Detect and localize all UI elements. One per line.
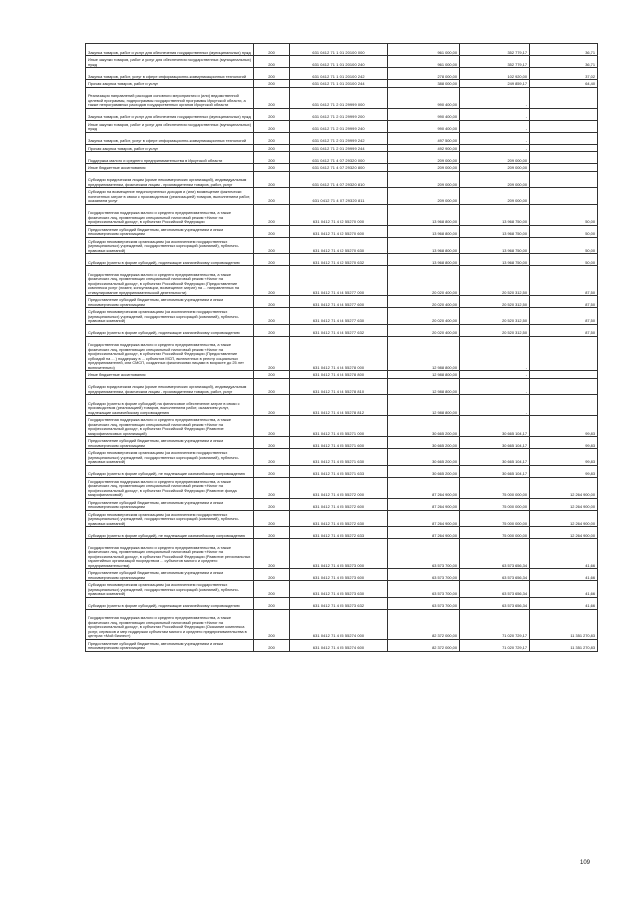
row-approved-amount-cell: 30 665 200,00 xyxy=(388,416,460,437)
row-executed-amount-cell: 209 000,00 xyxy=(460,164,530,172)
row-executed-amount-cell: 352 779,17 xyxy=(460,56,530,68)
row-classification-code-cell: 631 0412 71 4 I5 55272 630 xyxy=(290,510,388,527)
row-classification-code-cell: 631 0412 71 4 I2 55270 630 xyxy=(290,237,388,254)
row-remainder-cell xyxy=(530,395,598,416)
table-row xyxy=(86,87,598,108)
row-approved-amount-cell: 63 573 700,00 xyxy=(388,569,460,581)
row-name-cell: Закупка товаров, работ и услуг для обеспечения государственных (муниципальных) нужд xyxy=(86,108,254,120)
row-name-cell: Субсидии (гранты в форме субсидий), не подлежащие казначейскому сопровождению xyxy=(86,465,254,477)
row-remainder-cell: 12 264 900,00 xyxy=(530,477,598,498)
row-executed-amount-cell: 249 859,17 xyxy=(460,80,530,88)
table-row xyxy=(86,188,598,205)
table-row xyxy=(86,132,598,144)
row-line-code-cell: 200 xyxy=(254,498,290,510)
row-classification-code-cell: 631 0412 71 4 I5 55272 000 xyxy=(290,477,388,498)
row-name-cell: Реализация направлений расходов основного мероприятия и (или) ведомственной целевой программы, подпрограммы государственной программы Иркутской области, а также непрограммных расходов государственных органов Иркутской области xyxy=(86,87,254,108)
row-approved-amount-cell: 961 000,00 xyxy=(388,56,460,68)
row-classification-code-cell: 631 0412 71 2 01 29999 000 xyxy=(290,87,388,108)
table-row xyxy=(86,416,598,437)
row-name-cell: Предоставление субсидий бюджетным, автономным учреждениям и иным некоммерческим организациям xyxy=(86,498,254,510)
row-remainder-cell: 36,71 xyxy=(530,56,598,68)
row-line-code-cell: 200 xyxy=(254,164,290,172)
row-executed-amount-cell: 20 520 312,50 xyxy=(460,266,530,296)
row-remainder-cell xyxy=(530,87,598,108)
row-classification-code-cell: 631 0412 71 4 I5 55273 632 xyxy=(290,597,388,609)
row-approved-amount-cell: 12 988 800,00 xyxy=(388,371,460,379)
row-approved-amount-cell: 388 000,00 xyxy=(388,80,460,88)
row-remainder-cell: 41,66 xyxy=(530,581,598,598)
row-classification-code-cell: 631 0412 71 2 01 29999 200 xyxy=(290,108,388,120)
row-classification-code-cell: 631 0412 71 1 01 20100 244 xyxy=(290,80,388,88)
row-classification-code-cell: 631 0412 71 4 I5 55273 000 xyxy=(290,539,388,569)
row-name-cell: Иные бюджетные ассигнования xyxy=(86,164,254,172)
row-remainder-cell: 36,71 xyxy=(530,44,598,56)
row-executed-amount-cell: 63 573 656,34 xyxy=(460,597,530,609)
row-remainder-cell: 11 351 270,83 xyxy=(530,639,598,651)
row-line-code-cell: 200 xyxy=(254,266,290,296)
row-line-code-cell: 200 xyxy=(254,449,290,466)
table-row xyxy=(86,324,598,336)
row-name-cell: Субсидии некоммерческим организациям (за исключением государственных (муниципальных) учреждений, государственных корпораций (компаний), публично-правовых компаний) xyxy=(86,308,254,325)
row-executed-amount-cell: - xyxy=(460,144,530,152)
row-classification-code-cell: 631 0412 71 4 I5 55271 633 xyxy=(290,465,388,477)
row-remainder-cell xyxy=(530,188,598,205)
row-name-cell: Государственная поддержка малого и среднего предпринимательства, а также физических лиц, применяющих специальный налоговый режим «Налог на профессиональный доход», в субъектах Российской Федерации (Развитие региональных гарантийных организаций посредством ... субъектов малого и среднего предпринимательства) xyxy=(86,539,254,569)
table-row xyxy=(86,581,598,598)
row-remainder-cell: 12 264 900,00 xyxy=(530,510,598,527)
row-name-cell: Иные закупки товаров, работ и услуг для обеспечения государственных (муниципальных) нужд xyxy=(86,56,254,68)
row-executed-amount-cell: 102 920,00 xyxy=(460,68,530,80)
table-row xyxy=(86,108,598,120)
row-executed-amount-cell: - xyxy=(460,132,530,144)
row-classification-code-cell: 631 0412 71 4 I4 55277 600 xyxy=(290,296,388,308)
row-name-cell: Субсидии некоммерческим организациям (за исключением государственных (муниципальных) учреждений, государственных корпораций (компаний), публично-правовых компаний) xyxy=(86,581,254,598)
row-classification-code-cell: 631 0412 71 4 07 29320 810 xyxy=(290,171,388,188)
row-executed-amount-cell: 71 020 729,17 xyxy=(460,609,530,639)
row-remainder-cell xyxy=(530,152,598,164)
row-executed-amount-cell: 209 000,00 xyxy=(460,152,530,164)
row-line-code-cell: 200 xyxy=(254,171,290,188)
table-row xyxy=(86,68,598,80)
row-line-code-cell: 200 xyxy=(254,597,290,609)
row-approved-amount-cell: 87 264 900,00 xyxy=(388,510,460,527)
row-approved-amount-cell: 13 968 800,00 xyxy=(388,204,460,225)
table-row xyxy=(86,144,598,152)
row-executed-amount-cell: 63 573 656,34 xyxy=(460,581,530,598)
row-classification-code-cell: 631 0412 71 4 I4 55278 812 xyxy=(290,395,388,416)
row-classification-code-cell: 631 0412 71 4 I5 55274 000 xyxy=(290,609,388,639)
row-executed-amount-cell: - xyxy=(460,378,530,395)
row-classification-code-cell: 631 0412 71 4 I5 55272 600 xyxy=(290,498,388,510)
row-approved-amount-cell: 13 968 800,00 xyxy=(388,254,460,266)
row-executed-amount-cell: 75 000 000,00 xyxy=(460,498,530,510)
row-executed-amount-cell: 75 000 000,00 xyxy=(460,477,530,498)
row-approved-amount-cell: 492 900,00 xyxy=(388,144,460,152)
row-line-code-cell: 200 xyxy=(254,581,290,598)
table-row xyxy=(86,437,598,449)
table-row xyxy=(86,44,598,56)
row-name-cell: Закупка товаров, работ и услуг для обеспечения государственных (муниципальных) нужд xyxy=(86,44,254,56)
row-remainder-cell: 12 264 900,00 xyxy=(530,527,598,539)
row-approved-amount-cell: 63 573 700,00 xyxy=(388,597,460,609)
row-classification-code-cell: 631 0412 71 4 I5 55271 000 xyxy=(290,416,388,437)
row-remainder-cell: 87,50 xyxy=(530,308,598,325)
table-row xyxy=(86,237,598,254)
row-line-code-cell: 200 xyxy=(254,152,290,164)
table-row xyxy=(86,336,598,371)
row-remainder-cell: 50,00 xyxy=(530,225,598,237)
row-remainder-cell: 99,83 xyxy=(530,416,598,437)
row-classification-code-cell: 631 0412 71 4 I4 55278 800 xyxy=(290,371,388,379)
row-approved-amount-cell: 30 665 200,00 xyxy=(388,437,460,449)
row-approved-amount-cell: 12 988 800,00 xyxy=(388,378,460,395)
row-name-cell: Субсидии на возмещение недополученных доходов и (или) возмещение фактически понесенных затрат в связи с производством (реализацией) товаров, выполнением работ, оказанием услуг xyxy=(86,188,254,205)
row-remainder-cell xyxy=(530,108,598,120)
row-line-code-cell: 200 xyxy=(254,56,290,68)
row-line-code-cell: 200 xyxy=(254,539,290,569)
row-classification-code-cell: 631 0412 71 4 I4 55277 630 xyxy=(290,308,388,325)
row-name-cell: Иные бюджетные ассигнования xyxy=(86,371,254,379)
row-remainder-cell: 64,40 xyxy=(530,80,598,88)
row-line-code-cell: 200 xyxy=(254,510,290,527)
row-approved-amount-cell: 961 000,00 xyxy=(388,44,460,56)
row-name-cell: Предоставление субсидий бюджетным, автономным учреждениям и иным некоммерческим организациям xyxy=(86,639,254,651)
row-remainder-cell xyxy=(530,336,598,371)
row-remainder-cell: 50,00 xyxy=(530,204,598,225)
table-row xyxy=(86,296,598,308)
row-executed-amount-cell: - xyxy=(460,120,530,132)
row-executed-amount-cell: 75 000 000,00 xyxy=(460,527,530,539)
row-remainder-cell: 41,66 xyxy=(530,569,598,581)
budget-table-sheet xyxy=(85,43,597,652)
table-row xyxy=(86,465,598,477)
row-line-code-cell: 200 xyxy=(254,324,290,336)
row-approved-amount-cell: 63 573 700,00 xyxy=(388,539,460,569)
row-executed-amount-cell: 75 000 000,00 xyxy=(460,510,530,527)
row-name-cell: Прочая закупка товаров, работ и услуг xyxy=(86,144,254,152)
row-line-code-cell: 200 xyxy=(254,308,290,325)
row-line-code-cell: 200 xyxy=(254,108,290,120)
row-classification-code-cell: 631 0412 71 2 01 29999 240 xyxy=(290,120,388,132)
table-row xyxy=(86,254,598,266)
row-executed-amount-cell: 352 779,17 xyxy=(460,44,530,56)
row-approved-amount-cell: 87 264 900,00 xyxy=(388,477,460,498)
row-name-cell: Предоставление субсидий бюджетным, автономным учреждениям и иным некоммерческим организациям xyxy=(86,296,254,308)
row-remainder-cell xyxy=(530,120,598,132)
row-line-code-cell: 200 xyxy=(254,144,290,152)
row-name-cell: Государственная поддержка малого и среднего предпринимательства, а также физических лиц, применяющих специальный налоговый режим «Налог на профессиональный доход», в субъектах Российской Федерации (Оказание комплекса услуг, сервисов и мер поддержки субъектам малого и среднего предпринимательства в центрах «Мой бизнес») xyxy=(86,609,254,639)
row-classification-code-cell: 631 0412 71 4 I4 55277 000 xyxy=(290,266,388,296)
row-classification-code-cell: 631 0412 71 4 I5 55271 600 xyxy=(290,437,388,449)
row-line-code-cell: 200 xyxy=(254,569,290,581)
row-executed-amount-cell: 13 968 750,00 xyxy=(460,237,530,254)
row-name-cell: Субсидии (гранты в форме субсидий), подлежащие казначейскому сопровождению xyxy=(86,324,254,336)
table-row xyxy=(86,225,598,237)
row-classification-code-cell: 631 0412 71 4 I4 55278 000 xyxy=(290,336,388,371)
row-name-cell: Государственная поддержка малого и среднего предпринимательства, а также физических лиц, применяющих специальный налоговый режим «Налог на профессиональный доход», в субъектах Российской Федерации (Развитие фонда микрофинансовой) xyxy=(86,477,254,498)
row-remainder-cell: 37,02 xyxy=(530,68,598,80)
row-classification-code-cell: 631 0412 71 2 01 29999 244 xyxy=(290,144,388,152)
row-remainder-cell xyxy=(530,171,598,188)
table-row xyxy=(86,477,598,498)
row-approved-amount-cell: 20 020 400,00 xyxy=(388,324,460,336)
row-executed-amount-cell: 20 520 312,50 xyxy=(460,324,530,336)
row-name-cell: Предоставление субсидий бюджетным, автономным учреждениям и иным некоммерческим организациям xyxy=(86,225,254,237)
row-remainder-cell xyxy=(530,378,598,395)
row-executed-amount-cell: 30 665 104,17 xyxy=(460,437,530,449)
row-line-code-cell: 200 xyxy=(254,477,290,498)
row-name-cell: Субсидии (гранты в форме субсидий) на финансовое обеспечение затрат в связи с производством (реализацией) товаров, выполнением работ, оказанием услуг, подлежащие казначейскому сопровождению xyxy=(86,395,254,416)
table-row xyxy=(86,308,598,325)
row-line-code-cell: 200 xyxy=(254,609,290,639)
row-name-cell: Субсидии некоммерческим организациям (за исключением государственных (муниципальных) учреждений, государственных корпораций (компаний), публично-правовых компаний) xyxy=(86,449,254,466)
row-line-code-cell: 200 xyxy=(254,378,290,395)
row-executed-amount-cell: - xyxy=(460,371,530,379)
row-approved-amount-cell: 20 020 400,00 xyxy=(388,308,460,325)
table-row xyxy=(86,204,598,225)
row-line-code-cell: 200 xyxy=(254,237,290,254)
row-approved-amount-cell: 209 000,00 xyxy=(388,164,460,172)
row-line-code-cell: 200 xyxy=(254,188,290,205)
row-remainder-cell: 99,83 xyxy=(530,449,598,466)
row-remainder-cell: 87,50 xyxy=(530,324,598,336)
row-approved-amount-cell: 30 665 200,00 xyxy=(388,449,460,466)
row-approved-amount-cell: 20 020 400,00 xyxy=(388,296,460,308)
row-classification-code-cell: 631 0412 71 4 07 29320 811 xyxy=(290,188,388,205)
row-remainder-cell: 50,00 xyxy=(530,254,598,266)
row-classification-code-cell: 631 0412 71 4 I2 55270 000 xyxy=(290,204,388,225)
row-name-cell: Предоставление субсидий бюджетным, автономным учреждениям и иным некоммерческим организациям xyxy=(86,569,254,581)
row-name-cell: Поддержка малого и среднего предпринимательства в Иркутской области xyxy=(86,152,254,164)
row-line-code-cell: 200 xyxy=(254,527,290,539)
table-row xyxy=(86,510,598,527)
row-name-cell: Государственная поддержка малого и среднего предпринимательства, а также физических лиц, применяющих специальный налоговый режим «Налог на профессиональный доход», в субъектах Российской Федерации (Предоставление субсидий на ... ) поддержку в ... субъектов МСП, включенных в реестр социальных предпринимателей, или СМСП, созданных физическими лицами в возрасте до 25 лет включительно) xyxy=(86,336,254,371)
page-number: 109 xyxy=(580,860,591,866)
row-remainder-cell: 87,50 xyxy=(530,266,598,296)
row-executed-amount-cell: 63 573 656,34 xyxy=(460,539,530,569)
table-row xyxy=(86,152,598,164)
row-executed-amount-cell: - xyxy=(460,336,530,371)
table-row xyxy=(86,449,598,466)
row-approved-amount-cell: 278 000,00 xyxy=(388,68,460,80)
budget-table-body xyxy=(86,44,598,652)
row-executed-amount-cell: 13 968 750,00 xyxy=(460,254,530,266)
table-row xyxy=(86,120,598,132)
table-row xyxy=(86,395,598,416)
row-line-code-cell: 200 xyxy=(254,204,290,225)
row-line-code-cell: 200 xyxy=(254,80,290,88)
row-name-cell: Закупка товаров, работ, услуг в сфере информационно-коммуникационных технологий xyxy=(86,132,254,144)
row-classification-code-cell: 631 0412 71 4 I5 55273 630 xyxy=(290,581,388,598)
row-classification-code-cell: 631 0412 71 1 01 20100 000 xyxy=(290,44,388,56)
row-remainder-cell xyxy=(530,371,598,379)
row-executed-amount-cell: 30 665 104,17 xyxy=(460,465,530,477)
row-name-cell: Государственная поддержка малого и среднего предпринимательства, а также физических лиц, применяющих специальный налоговый режим «Налог на профессиональный доход», в субъектах Российской Федерации (Предоставление комплекса услуг (лизинг, консультации, возмещение затрат) на ... направленных на стимулирование предпринимательской деятельности) xyxy=(86,266,254,296)
row-remainder-cell xyxy=(530,164,598,172)
row-line-code-cell: 200 xyxy=(254,68,290,80)
table-row xyxy=(86,266,598,296)
row-line-code-cell: 200 xyxy=(254,336,290,371)
row-remainder-cell: 11 351 270,83 xyxy=(530,609,598,639)
row-approved-amount-cell: 209 000,00 xyxy=(388,188,460,205)
row-remainder-cell: 87,50 xyxy=(530,296,598,308)
row-name-cell: Закупка товаров, работ, услуг в сфере информационно-коммуникационных технологий xyxy=(86,68,254,80)
row-classification-code-cell: 631 0412 71 4 I2 55270 632 xyxy=(290,254,388,266)
row-line-code-cell: 200 xyxy=(254,371,290,379)
table-row xyxy=(86,527,598,539)
row-line-code-cell: 200 xyxy=(254,639,290,651)
table-row xyxy=(86,371,598,379)
table-row xyxy=(86,597,598,609)
row-approved-amount-cell: 13 968 800,00 xyxy=(388,225,460,237)
row-executed-amount-cell: 209 000,00 xyxy=(460,171,530,188)
row-executed-amount-cell: 209 000,00 xyxy=(460,188,530,205)
row-name-cell: Государственная поддержка малого и среднего предпринимательства, а также физических лиц, применяющих специальный налоговый режим «Налог на профессиональный доход», в субъектах Российской Федерации xyxy=(86,204,254,225)
row-remainder-cell: 99,83 xyxy=(530,437,598,449)
table-row xyxy=(86,569,598,581)
row-remainder-cell: 50,00 xyxy=(530,237,598,254)
row-approved-amount-cell: 209 000,00 xyxy=(388,152,460,164)
row-classification-code-cell: 631 0412 71 4 I5 55273 600 xyxy=(290,569,388,581)
row-executed-amount-cell: 20 520 312,50 xyxy=(460,296,530,308)
row-executed-amount-cell: 13 968 750,00 xyxy=(460,204,530,225)
row-classification-code-cell: 631 0412 71 4 I2 55270 600 xyxy=(290,225,388,237)
row-executed-amount-cell: 63 573 656,34 xyxy=(460,569,530,581)
table-row xyxy=(86,171,598,188)
row-name-cell: Субсидии юридическим лицам (кроме некоммерческих организаций), индивидуальным предпринимателям, физическим лицам - производителям товаров, работ, услуг xyxy=(86,171,254,188)
row-approved-amount-cell: 30 665 200,00 xyxy=(388,465,460,477)
table-row xyxy=(86,639,598,651)
row-remainder-cell xyxy=(530,144,598,152)
row-classification-code-cell: 631 0412 71 4 I5 55271 630 xyxy=(290,449,388,466)
row-approved-amount-cell: 12 988 800,00 xyxy=(388,336,460,371)
row-executed-amount-cell: 30 665 104,17 xyxy=(460,416,530,437)
row-line-code-cell: 200 xyxy=(254,225,290,237)
row-approved-amount-cell: 209 000,00 xyxy=(388,171,460,188)
row-name-cell: Субсидии некоммерческим организациям (за исключением государственных (муниципальных) учреждений, государственных корпораций (компаний), публично-правовых компаний) xyxy=(86,237,254,254)
row-classification-code-cell: 631 0412 71 1 01 20100 242 xyxy=(290,68,388,80)
table-row xyxy=(86,539,598,569)
row-remainder-cell: 41,66 xyxy=(530,539,598,569)
row-line-code-cell: 200 xyxy=(254,120,290,132)
table-row xyxy=(86,609,598,639)
row-executed-amount-cell: - xyxy=(460,87,530,108)
row-approved-amount-cell: 63 573 700,00 xyxy=(388,581,460,598)
row-approved-amount-cell: 12 988 800,00 xyxy=(388,395,460,416)
table-row xyxy=(86,378,598,395)
row-classification-code-cell: 631 0412 71 4 I5 55272 633 xyxy=(290,527,388,539)
row-line-code-cell: 200 xyxy=(254,416,290,437)
row-executed-amount-cell: - xyxy=(460,108,530,120)
row-approved-amount-cell: 82 372 000,00 xyxy=(388,609,460,639)
row-approved-amount-cell: 13 968 800,00 xyxy=(388,237,460,254)
row-approved-amount-cell: 87 264 900,00 xyxy=(388,527,460,539)
row-name-cell: Предоставление субсидий бюджетным, автономным учреждениям и иным некоммерческим организациям xyxy=(86,437,254,449)
row-classification-code-cell: 631 0412 71 1 01 20100 240 xyxy=(290,56,388,68)
row-executed-amount-cell: - xyxy=(460,395,530,416)
row-approved-amount-cell: 990 400,00 xyxy=(388,87,460,108)
row-name-cell: Субсидии (гранты в форме субсидий), не подлежащие казначейскому сопровождению xyxy=(86,527,254,539)
row-classification-code-cell: 631 0412 71 4 07 29320 800 xyxy=(290,164,388,172)
row-remainder-cell: 41,66 xyxy=(530,597,598,609)
row-classification-code-cell: 631 0412 71 4 I4 55277 632 xyxy=(290,324,388,336)
row-name-cell: Субсидии (гранты в форме субсидий), подлежащие казначейскому сопровождению xyxy=(86,597,254,609)
row-classification-code-cell: 631 0412 71 4 I5 55274 600 xyxy=(290,639,388,651)
budget-table xyxy=(85,43,598,652)
row-name-cell: Иные закупки товаров, работ и услуг для обеспечения государственных (муниципальных) нужд xyxy=(86,120,254,132)
row-executed-amount-cell: 30 665 104,17 xyxy=(460,449,530,466)
row-approved-amount-cell: 82 372 000,00 xyxy=(388,639,460,651)
table-row xyxy=(86,164,598,172)
table-row xyxy=(86,56,598,68)
row-classification-code-cell: 631 0412 71 4 07 29320 000 xyxy=(290,152,388,164)
table-row xyxy=(86,498,598,510)
row-classification-code-cell: 631 0412 71 4 I4 55278 810 xyxy=(290,378,388,395)
row-name-cell: Субсидии (гранты в форме субсидий), подлежащие казначейскому сопровождению xyxy=(86,254,254,266)
row-remainder-cell xyxy=(530,132,598,144)
row-approved-amount-cell: 990 400,00 xyxy=(388,120,460,132)
row-line-code-cell: 200 xyxy=(254,87,290,108)
row-line-code-cell: 200 xyxy=(254,44,290,56)
row-line-code-cell: 200 xyxy=(254,437,290,449)
row-line-code-cell: 200 xyxy=(254,296,290,308)
row-remainder-cell: 99,83 xyxy=(530,465,598,477)
row-line-code-cell: 200 xyxy=(254,132,290,144)
row-remainder-cell: 12 264 900,00 xyxy=(530,498,598,510)
row-name-cell: Государственная поддержка малого и среднего предпринимательства, а также физических лиц, применяющих специальный налоговый режим «Налог на профессиональный доход», в субъектах Российской Федерации (Развитие микрофинансовых организаций) xyxy=(86,416,254,437)
row-name-cell: Субсидии некоммерческим организациям (за исключением государственных (муниципальных) учреждений, государственных корпораций (компаний), публично-правовых компаний) xyxy=(86,510,254,527)
row-line-code-cell: 200 xyxy=(254,465,290,477)
table-row xyxy=(86,80,598,88)
row-approved-amount-cell: 20 020 400,00 xyxy=(388,266,460,296)
row-executed-amount-cell: 20 520 312,50 xyxy=(460,308,530,325)
row-executed-amount-cell: 71 020 729,17 xyxy=(460,639,530,651)
row-classification-code-cell: 631 0412 71 2 01 29999 242 xyxy=(290,132,388,144)
row-line-code-cell: 200 xyxy=(254,395,290,416)
row-line-code-cell: 200 xyxy=(254,254,290,266)
row-approved-amount-cell: 990 400,00 xyxy=(388,108,460,120)
row-executed-amount-cell: 13 968 750,00 xyxy=(460,225,530,237)
row-approved-amount-cell: 497 500,00 xyxy=(388,132,460,144)
row-name-cell: Субсидии юридическим лицам (кроме некоммерческих организаций), индивидуальным предпринимателям, физическим лицам - производителям товаров, работ, услуг xyxy=(86,378,254,395)
row-approved-amount-cell: 87 264 900,00 xyxy=(388,498,460,510)
row-name-cell: Прочая закупка товаров, работ и услуг xyxy=(86,80,254,88)
